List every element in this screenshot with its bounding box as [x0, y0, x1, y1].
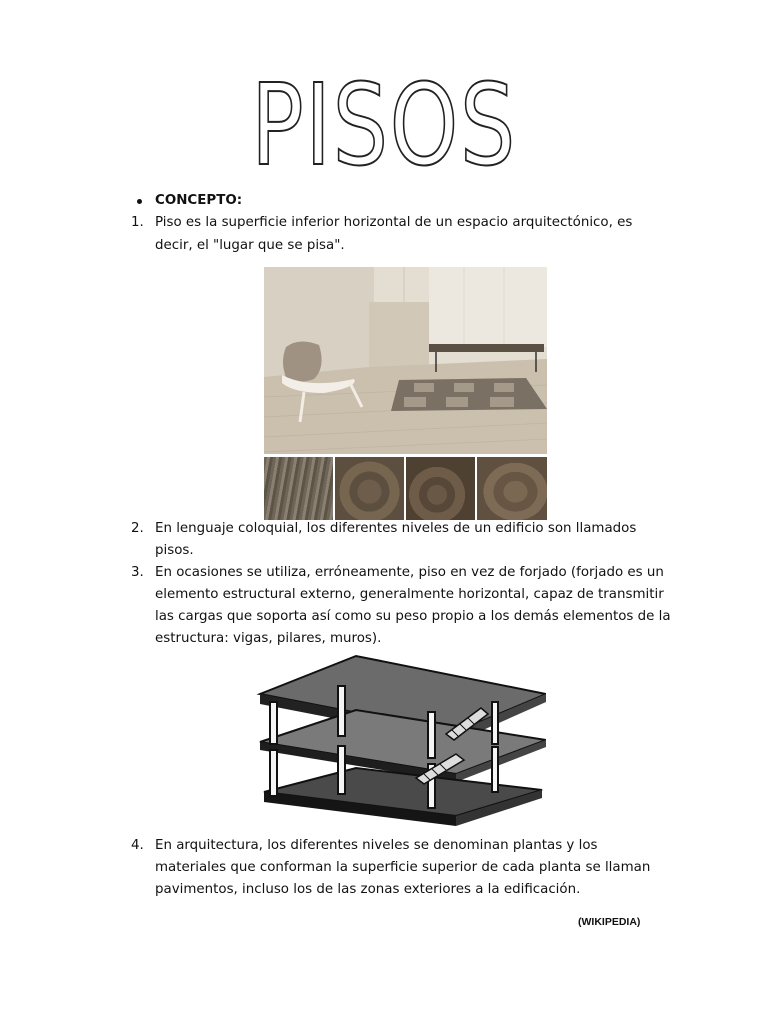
item-3-line-4: estructura: vigas, pilares, muros).: [155, 631, 382, 646]
wood-swatch-3: [406, 457, 475, 520]
item-3-number: 3.: [131, 565, 144, 580]
item-4-line-3: pavimentos, incluso los de las zonas exteriores a la edificación.: [155, 882, 581, 897]
item-3-line-1: En ocasiones se utiliza, erróneamente, piso en vez de forjado (forjado es un: [155, 565, 664, 580]
page-title: PISOS: [251, 61, 517, 191]
section-label: CONCEPTO:: [155, 193, 243, 208]
wood-swatch-4: [477, 457, 547, 520]
room-illustration: [264, 267, 547, 454]
item-2-number: 2.: [131, 521, 144, 536]
source-citation: (WIKIPEDIA): [578, 916, 641, 928]
item-4-line-2: materiales que conforman la superficie superior de cada planta se llaman: [155, 860, 651, 875]
item-2-line-1: En lenguaje coloquial, los diferentes niveles de un edificio son llamados: [155, 521, 637, 536]
wood-swatch-2: [335, 457, 404, 520]
item-3-line-2: elemento estructural externo, generalmente horizontal, capaz de transmitir: [155, 587, 664, 602]
slab-structure-drawing: [256, 650, 546, 830]
item-4-number: 4.: [131, 838, 144, 853]
item-1-number: 1.: [131, 215, 144, 230]
item-1-line-1: Piso es la superficie inferior horizontal de un espacio arquitectónico, es: [155, 215, 633, 230]
slab-illustration: [256, 650, 546, 830]
floor-interior-photo: [264, 267, 547, 520]
item-1-line-2: decir, el "lugar que se pisa".: [155, 238, 345, 253]
item-3-line-3: las cargas que soporta así como su peso propio a los demás elementos de la: [155, 609, 671, 624]
item-4-line-1: En arquitectura, los diferentes niveles se denominan plantas y los: [155, 838, 598, 853]
wood-swatch-1: [264, 457, 333, 520]
item-2-line-2: pisos.: [155, 543, 194, 558]
room-scene: [264, 267, 547, 454]
bullet-icon: [137, 199, 142, 204]
